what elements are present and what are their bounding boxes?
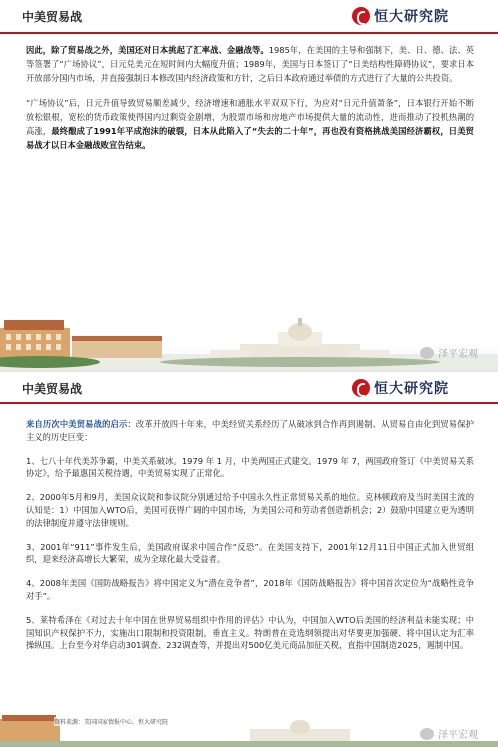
- header-divider: [0, 32, 498, 34]
- wechat-icon: [420, 347, 434, 359]
- list-item: 3、2001年“911”事件发生后，美国政府谋求中国合作“反恐”。在美国支持下，2001年12月11日中国正式加入世贸组织，迎来经济高增长大繁荣，成为全球化最大受益者。: [26, 541, 474, 565]
- watermark: [420, 726, 478, 741]
- paragraph-2-conclusion: 最终酿成了1991年平成泡沫的破裂，日本从此陷入了“失去的二十年”，再也没有资格挑战美国经济霸权，日美贸易战才以日本金融战败宣告结束。: [26, 125, 474, 150]
- intro-paragraph: [26, 418, 474, 444]
- slide-2: [0, 372, 498, 747]
- paragraph-1-lead: 因此，除了贸易战之外，美国还对日本挑起了汇率战、金融战等。: [26, 45, 269, 55]
- slide-header: [0, 372, 498, 402]
- paragraph-1: [26, 44, 474, 85]
- list-item: 5、莱特希泽在《对过去十年中国在世界贸易组织中作用的评估》中认为，中国加入WTO后美国的经济利益未能实现；中国知识产权保护不力，实施出口限制和投资限制，垂直主义。特朗普在竞选纲领提出对华要更加强硬、将中国认定为汇率操纵国。上台至今对华启动301调查、232调查等，并提出对500亿美元商品加征关税，直指中国制造2025，遏制中国。: [26, 614, 474, 651]
- list-item: 4、2008年美国《国防战略报告》将中国定义为“潜在竞争者”，2018年《国防战略报告》将中国首次定位为“战略性竞争对手”。: [26, 578, 474, 601]
- paragraph-2: [26, 97, 474, 152]
- slide-title: 中美贸易战: [22, 382, 83, 396]
- evergrande-logo-icon: [352, 7, 370, 25]
- source-note: 资料来源：美国国家情报中心，恒大研究院: [54, 719, 169, 726]
- footer-banner: [0, 713, 498, 747]
- intro-lead: 来自历次中美贸易战的启示：: [26, 419, 136, 429]
- paragraph-1-body: 1985年，在美国的主导和强制下，美、日、德、法、英等签署了“广场协议”，日元兑美元在短时间内大幅度升值；1989年，美国与日本签订了“日美结构性障碍协议”，要求日本开放部分国内市场，并直接强制日本修改国内经济政策和方针，之后日本政府通过举债的方式进行了大量的公共投资。: [26, 45, 474, 83]
- slide-title: 中美贸易战: [22, 10, 83, 24]
- wechat-icon: [420, 728, 434, 740]
- slide-body: [26, 44, 474, 153]
- evergrande-logo-icon: [352, 379, 370, 397]
- campus-buildings-image: [0, 310, 498, 370]
- footer-banner: [0, 310, 498, 370]
- evergrande-logo: [352, 377, 449, 399]
- evergrande-logo: [352, 5, 449, 27]
- slide-body: [26, 418, 474, 652]
- slide-header: [0, 0, 498, 30]
- watermark-text: 泽平宏观: [438, 349, 478, 360]
- paragraph-2-body: “广场协议”后，日元升值导致贸易顺差减少，经济增速和通胀水平双双下行，为应对“日元升值萧条”，日本银行开始不断放松银根，宽松的货币政策使得国内过剩资金剧增，为股票市场和房地产市场提供大量的流动性，进而推动了投机热潮的高涨，: [26, 98, 474, 136]
- logo-text: 恒大研究院: [374, 381, 449, 397]
- watermark: [420, 345, 478, 360]
- header-divider: [0, 402, 498, 404]
- slide-1: [0, 0, 498, 370]
- logo-text: 恒大研究院: [374, 9, 449, 25]
- list-item: 2、2000年5月和9月，美国众议院和参议院分别通过给予中国永久性正常贸易关系的地位。克林顿政府及当时美国主流的认知是：1）中国加入WTO后，美国可获得广阔的中国市场，为美国公司和劳动者创造新机会；2）鼓励中国建立更为透明的法律制度并遵守法律规则。: [26, 492, 474, 528]
- watermark-text: 泽平宏观: [438, 730, 478, 741]
- intro-body: 改革开放四十年来，中美经贸关系经历了从破冰到合作再到遏制、从贸易自由化到贸易保护主义的历史巨变：: [26, 419, 474, 442]
- list-item: 1、七八十年代美苏争霸，中美关系破冰。1979 年 1 月，中美两国正式建交。1979 年 7，两国政府签订《中美贸易关系协定》，给予最惠国关税待遇，中美贸易实现了正常化。: [26, 455, 474, 479]
